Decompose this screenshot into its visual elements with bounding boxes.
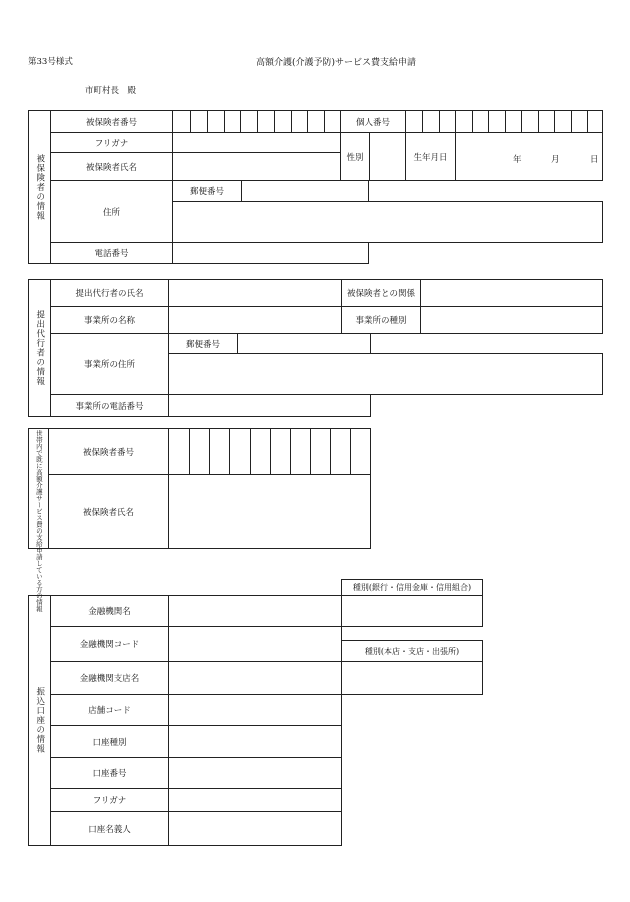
sex-input[interactable] [369,132,406,181]
digit-divider [521,111,522,132]
insured-name-input[interactable] [172,152,341,181]
digit-divider [587,111,588,132]
account-type-input[interactable] [168,725,342,758]
household-name-label: 被保険者氏名 [48,474,169,549]
postal-label: 郵便番号 [172,180,242,202]
household-number-input[interactable] [168,428,371,475]
household-number-label: 被保険者番号 [48,428,169,475]
digit-divider [571,111,572,132]
office-type-label: 事業所の種別 [341,306,421,334]
household-section-label-cell [28,428,49,612]
birthdate-input[interactable] [455,132,603,181]
holder-name-input[interactable] [168,811,342,846]
insured-number-label: 被保険者番号 [50,110,173,133]
insured-section-label-cell [28,110,51,264]
office-type-input[interactable] [420,306,603,334]
form-title: 高額介護(介護予防)サービス費支給申請 [256,58,417,68]
digit-divider [291,111,292,132]
branch-name-input[interactable] [168,661,342,695]
form-number: 第33号様式 [28,57,73,67]
digit-divider [224,111,225,132]
holder-name-label: 口座名義人 [50,811,169,846]
personal-number-label: 個人番号 [340,110,406,133]
bank-type-input[interactable] [341,595,483,627]
digit-divider [554,111,555,132]
digit-divider [307,111,308,132]
digit-divider [240,111,241,132]
office-address-input[interactable] [168,353,603,395]
office-phone-label: 事業所の電話番号 [50,394,169,417]
household-name-input[interactable] [168,474,371,549]
agent-section-label: 提出代行者の情報 [34,310,45,386]
insured-name-label: 被保険者氏名 [50,152,173,181]
digit-divider [229,429,230,474]
branch-name-label: 金融機関支店名 [50,661,169,695]
relation-label: 被保険者との関係 [341,279,421,307]
digit-divider [290,429,291,474]
account-type-label: 口座種別 [50,725,169,758]
furigana-label: フリガナ [50,132,173,153]
month-label: 月 [551,155,560,165]
digit-divider [250,429,251,474]
holder-furigana-input[interactable] [168,788,342,812]
branch-type-label: 種別(本店・支店・出張所) [341,640,483,662]
insured-section-label: 被保険者の情報 [34,153,45,221]
digit-divider [439,111,440,132]
branch-code-label: 店舗コード [50,694,169,726]
bank-type-label: 種別(銀行・信用金庫・信用組合) [341,579,483,596]
addressee: 市町村長 殿 [85,86,137,96]
digit-divider [324,111,325,132]
holder-furigana-label: フリガナ [50,788,169,812]
office-phone-input[interactable] [168,394,371,417]
phone-input[interactable] [172,242,369,264]
institution-code-input[interactable] [168,626,342,662]
digit-divider [538,111,539,132]
office-name-label: 事業所の名称 [50,306,169,334]
day-label: 日 [590,155,599,165]
office-address-label: 事業所の住所 [50,333,169,395]
personal-number-input[interactable] [405,110,603,133]
digit-divider [209,429,210,474]
digit-divider [488,111,489,132]
branch-code-input[interactable] [168,694,342,726]
digit-divider [350,429,351,474]
institution-code-label: 金融機関コード [50,626,169,662]
digit-divider [190,111,191,132]
postal-input[interactable] [241,180,369,202]
digit-divider [257,111,258,132]
digit-divider [330,429,331,474]
bank-section-label: 振込口座の情報 [34,687,45,754]
digit-divider [189,429,190,474]
digit-divider [455,111,456,132]
digit-divider [505,111,506,132]
agent-section-label-cell [28,279,51,417]
branch-type-input[interactable] [341,661,483,695]
agent-name-input[interactable] [168,279,342,307]
phone-label: 電話番号 [50,242,173,264]
institution-name-input[interactable] [168,595,342,627]
relation-input[interactable] [420,279,603,307]
furigana-input[interactable] [172,132,341,153]
birthdate-label: 生年月日 [405,132,456,181]
digit-divider [310,429,311,474]
institution-name-label: 金融機関名 [50,595,169,627]
address-input[interactable] [172,201,603,243]
account-number-label: 口座番号 [50,757,169,789]
agent-name-label: 提出代行者の氏名 [50,279,169,307]
digit-divider [472,111,473,132]
digit-divider [270,429,271,474]
year-label: 年 [513,155,522,165]
insured-number-input[interactable] [172,110,341,133]
sex-label: 性別 [340,132,370,181]
office-postal-input[interactable] [237,333,371,354]
address-label: 住所 [50,180,173,243]
digit-divider [207,111,208,132]
bank-section-label-cell [28,595,51,846]
digit-divider [274,111,275,132]
digit-divider [422,111,423,132]
account-number-input[interactable] [168,757,342,789]
household-section-label: 世帯内で既に高額介護サービス費の支給申請している方の情報 [34,430,43,612]
office-name-input[interactable] [168,306,342,334]
office-postal-label: 郵便番号 [168,333,238,354]
